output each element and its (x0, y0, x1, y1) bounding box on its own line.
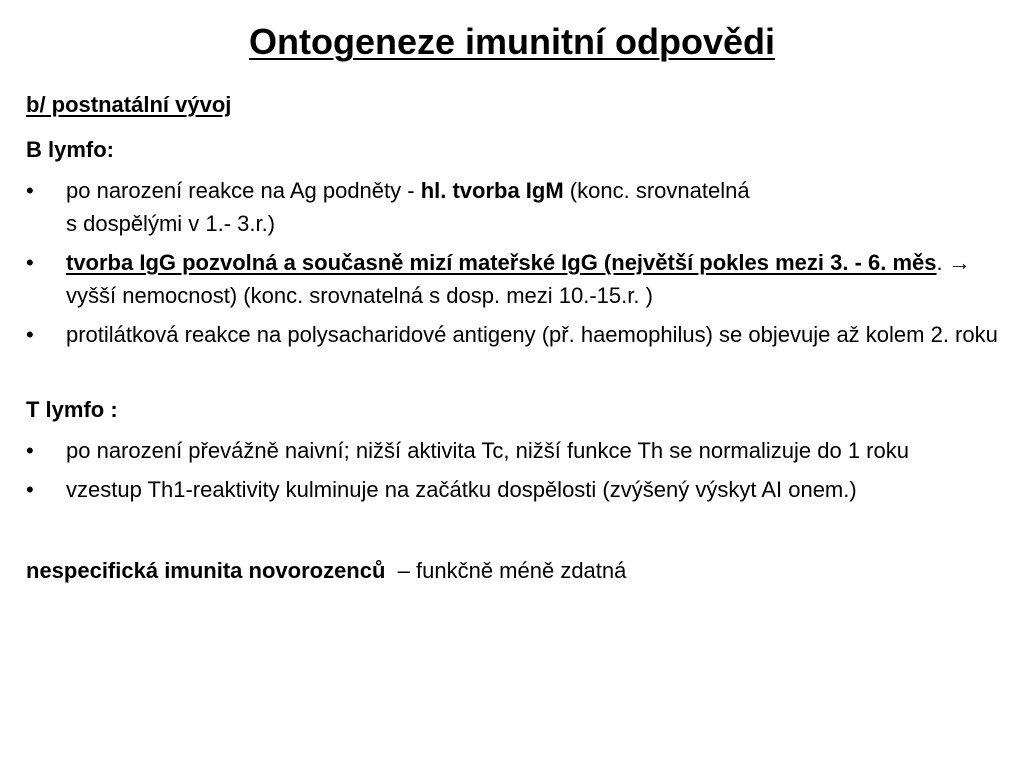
subheading: b/ postnatální vývoj (26, 92, 232, 117)
slide-content (26, 88, 1006, 587)
b-lymfo-item-2-text-after: . → vyšší nemocnost) (konc. srovnatelná s dosp. mezi 10.-15.r. ) (66, 250, 971, 308)
b-lymfo-item-1-text-b: (konc. srovnatelná (563, 178, 750, 203)
b-lymfo-item-1-text-a: po narození reakce na Ag podněty - (66, 178, 421, 203)
b-lymfo-list (26, 174, 1006, 351)
footer-line (26, 554, 1006, 587)
bullet-icon: • (26, 322, 34, 347)
b-lymfo-item-3-text: protilátková reakce na polysacharidové antigeny (př. haemophilus) se objevuje až kolem 2. roku (66, 322, 998, 347)
bullet-icon: • (26, 477, 34, 502)
bullet-icon: • (26, 178, 34, 203)
t-lymfo-list (26, 434, 1006, 506)
footer-bold: nespecifická imunita novorozenců (26, 558, 386, 583)
slide-title (0, 18, 1024, 66)
bullet-icon: • (26, 438, 34, 463)
bullet-icon: • (26, 250, 34, 275)
b-lymfo-item-2-bold-underlined: tvorba IgG pozvolná a současně mizí mateřské IgG (největší pokles mezi 3. - 6. měs (66, 250, 937, 275)
spacer (26, 512, 1006, 548)
slide-title-text: Ontogeneze imunitní odpovědi (249, 21, 775, 62)
footer-text: – funkčně méně zdatná (385, 558, 627, 583)
t-lymfo-item-1 (26, 434, 1006, 467)
t-lymfo-item-1-text: po narození převážně naivní; nižší aktivita Tc, nižší funkce Th se normalizuje do 1 roku (66, 438, 909, 463)
t-lymfo-item-2-text: vzestup Th1-reaktivity kulminuje na začátku dospělosti (zvýšený výskyt AI onem.) (66, 477, 857, 502)
t-lymfo-heading: T lymfo : (26, 397, 118, 422)
b-lymfo-item-1-line-2: s dospělými v 1.- 3.r.) (66, 211, 276, 236)
b-lymfo-item-1 (26, 174, 1006, 240)
b-lymfo-item-1-bold: hl. tvorba IgM (420, 178, 564, 203)
t-lymfo-item-2 (26, 473, 1006, 506)
b-lymfo-heading: B lymfo: (26, 137, 114, 162)
b-lymfo-item-2 (26, 246, 1006, 312)
b-lymfo-item-3 (26, 318, 1006, 351)
spacer (26, 357, 1006, 393)
